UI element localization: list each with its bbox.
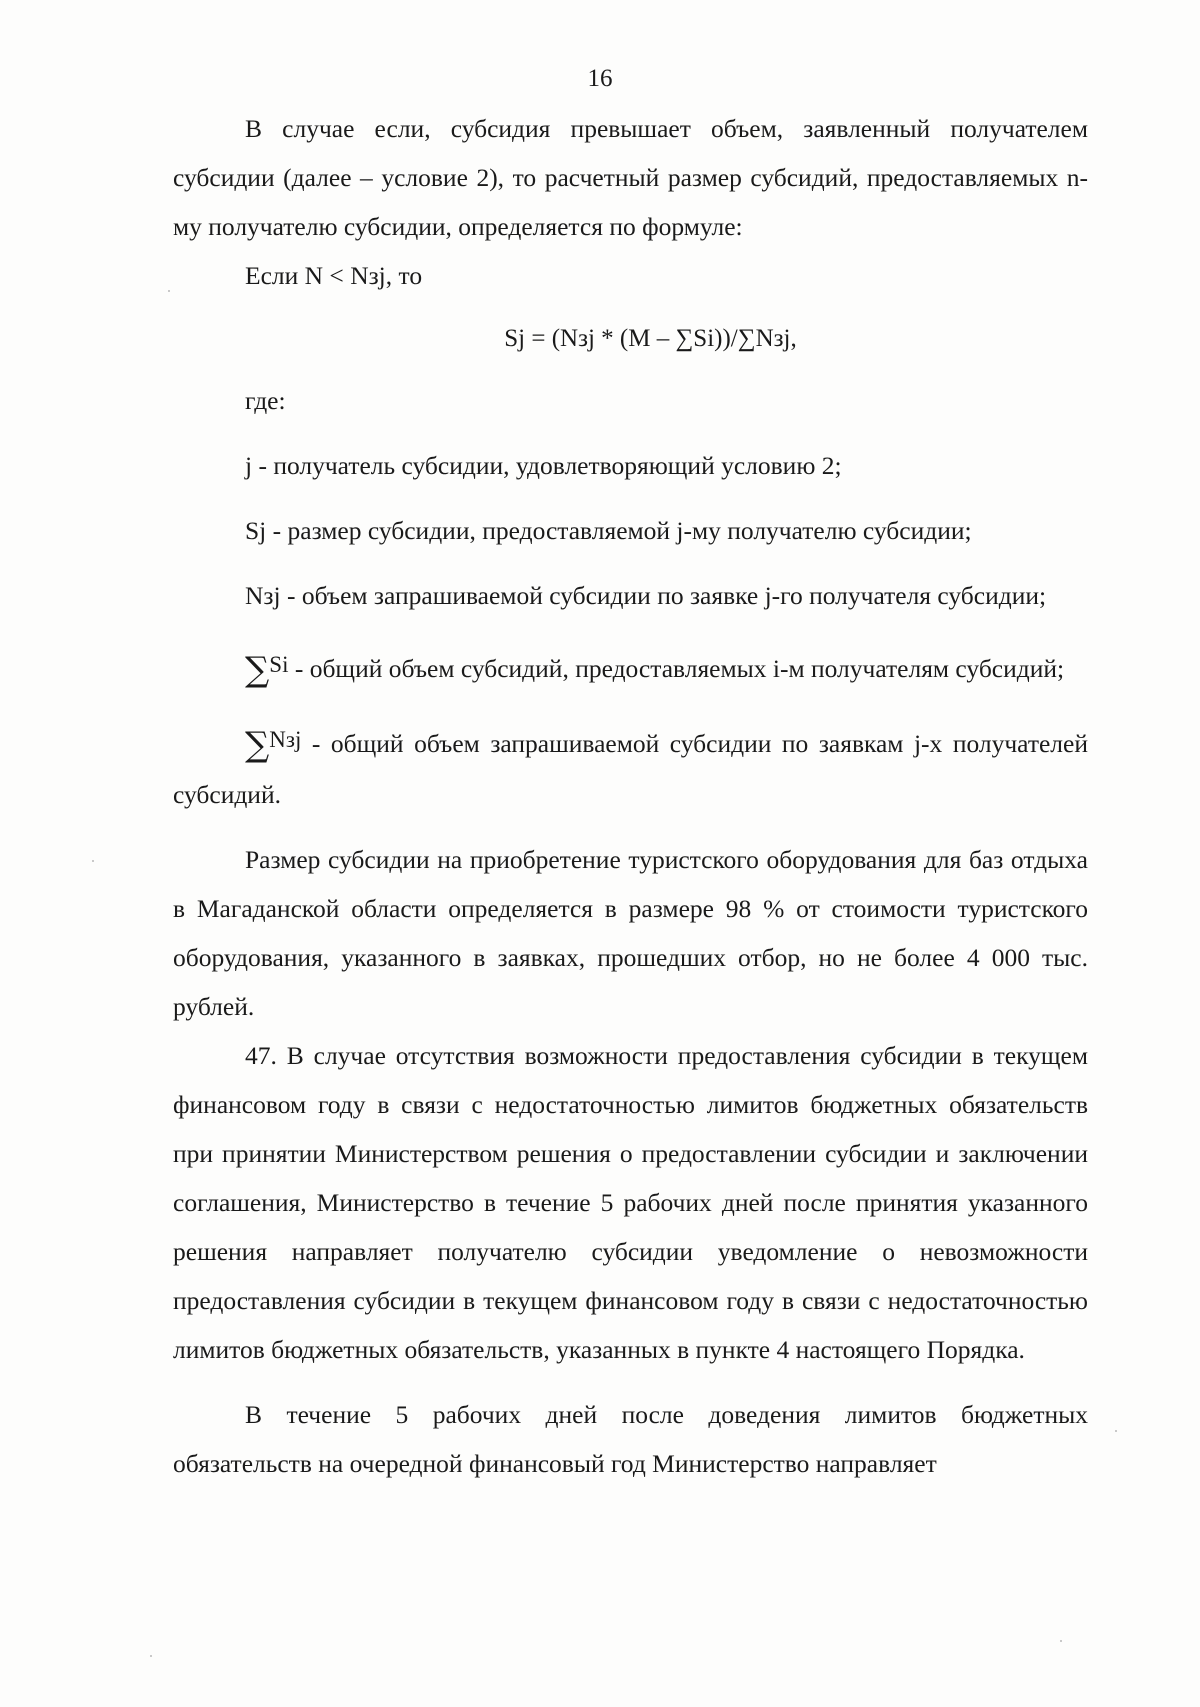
paragraph-47: 47. В случае отсутствия возможности предоставления субсидии в текущем финансовом году в связи с недостаточностью лимитов бюджетных обязательств при принятии Министерством решения о предоставлении субсидии и заключении соглашения, Министерство в течение 5 рабочих дней после принятия указанного решения направляет получателю субсидии уведомление о невозможности предоставления субсидии в текущем финансовом году в связи с недостаточностью лимитов бюджетных обязательств, указанных в пункте 4 настоящего Порядка. (173, 1041, 1088, 1364)
document-body (173, 104, 1088, 1488)
paragraph-equipment-subsidy: Размер субсидии на приобретение туристского оборудования для баз отдыха в Магаданской области определяется в размере 98 % от стоимости туристского оборудования, указанного в заявках, прошедших отбор, но не более 4 000 тыс. рублей. (173, 845, 1088, 1021)
where-label: где: (245, 386, 286, 415)
page-number: 16 (587, 65, 613, 92)
scan-speck (168, 290, 170, 292)
scan-speck (1060, 1640, 1062, 1642)
condition-line: Если N < Nзj, то (245, 261, 423, 290)
scan-speck (1115, 1430, 1117, 1432)
definition-sj: Sj - размер субсидии, предоставляемой j-му получателю субсидии; (245, 516, 972, 545)
paragraph-limits: В течение 5 рабочих дней после доведения лимитов бюджетных обязательств на очередной финансовый год Министерство направляет (173, 1400, 1088, 1478)
paragraph-condition-2: В случае если, субсидия превышает объем, заявленный получателем субсидии (далее – условие 2), то расчетный размер субсидий, предоставляемых n-му получателю субсидии, определяется по формуле: (173, 114, 1088, 241)
definition-sum-nzj (173, 715, 1088, 819)
sum-symbol: ∑ (245, 650, 270, 690)
scan-speck (92, 860, 94, 862)
sum-si-description: - общий объем субсидий, предоставляемых i-м получателям субсидий; (288, 654, 1065, 683)
sum-symbol: ∑ (245, 725, 270, 765)
definition-sum-si (173, 640, 1088, 695)
sum-nzj-description: - общий объем запрашиваемой субсидии по заявкам j-х получателей субсидий. (173, 729, 1088, 809)
sum-nzj-term: Nзj (269, 727, 302, 752)
definition-j: j - получатель субсидии, удовлетворяющий условию 2; (245, 451, 842, 480)
subsidy-formula (173, 300, 1088, 376)
sum-si-term: Si (269, 652, 289, 677)
formula-text: Sj = (Nзj * (M – ∑Si))/∑Nзj, (504, 324, 797, 352)
definition-nzj: Nзj - объем запрашиваемой субсидии по заявке j-го получателя субсидии; (245, 581, 1047, 610)
scan-speck (150, 1655, 152, 1657)
